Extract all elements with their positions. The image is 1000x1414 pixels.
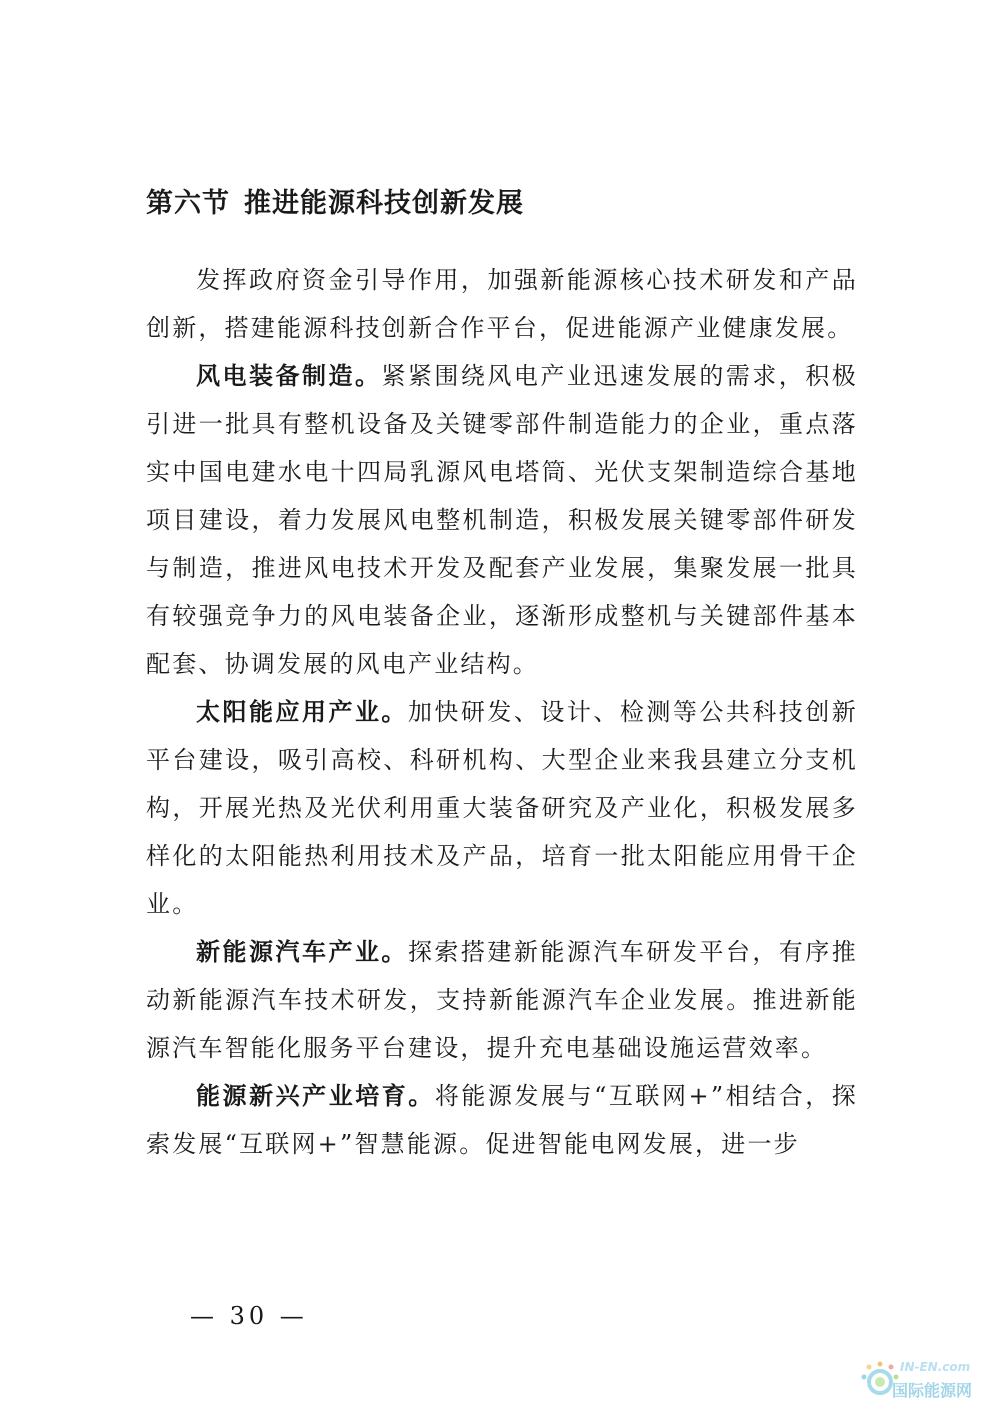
paragraph-text: 紧紧围绕风电产业迅速发展的需求，积极引进一批具有整机设备及关键零部件制造能力的企业，重点落实中国电建水电十四局乳源风电塔筒、光伏支架制造综合基地项目建设，着力发展风电整机制造，积极发展关键零部件研发与制造，推进风电技术开发及配套产业发展，集聚发展一批具有较强竞争力的风电装备企业，逐渐形成整机与关键部件基本配套、协调发展的风电产业结构。: [146, 362, 858, 678]
paragraph-text: 探索搭建新能源汽车研发平台，有序推动新能源汽车技术研发，支持新能源汽车企业发展。推进新能源汽车智能化服务平台建设，提升充电基础设施运营效率。: [146, 938, 858, 1062]
paragraph-emerging: [146, 1072, 858, 1168]
paragraph-nev: [146, 928, 858, 1072]
section-heading: [146, 186, 524, 222]
paragraph-text: 发挥政府资金引导作用，加强新能源核心技术研发和产品创新，搭建能源科技创新合作平台，促进能源产业健康发展。: [146, 266, 858, 342]
section-label: 第六节: [146, 188, 230, 219]
paragraph-lead: 太阳能应用产业。: [196, 698, 408, 726]
watermark-site: IN-EN.com: [900, 1360, 971, 1374]
paragraph-text: 加快研发、设计、检测等公共科技创新平台建设，吸引高校、科研机构、大型企业来我县建立分支机构，开展光热及光伏利用重大装备研究及产业化，积极发展多样化的太阳能热利用技术及产品，培育一批太阳能应用骨干企业。: [146, 698, 858, 918]
paragraph-lead: 能源新兴产业培育。: [196, 1082, 435, 1110]
watermark-logo: [860, 1352, 995, 1408]
paragraph-lead: 风电装备制造。: [196, 362, 382, 390]
watermark-text: 国际能源网: [892, 1381, 973, 1400]
paragraph-wind-equipment: [146, 352, 858, 688]
paragraph-lead: 新能源汽车产业。: [196, 938, 408, 966]
paragraph-solar: [146, 688, 858, 928]
paragraph-intro: [146, 256, 858, 352]
paragraph-text: 将能源发展与“互联网+”相结合，探索发展“互联网+”智慧能源。促进智能电网发展，进一步: [146, 1082, 858, 1158]
page-number: — 30 —: [190, 1302, 308, 1330]
body-text: [146, 256, 858, 1168]
section-title: 推进能源科技创新发展: [244, 188, 524, 219]
